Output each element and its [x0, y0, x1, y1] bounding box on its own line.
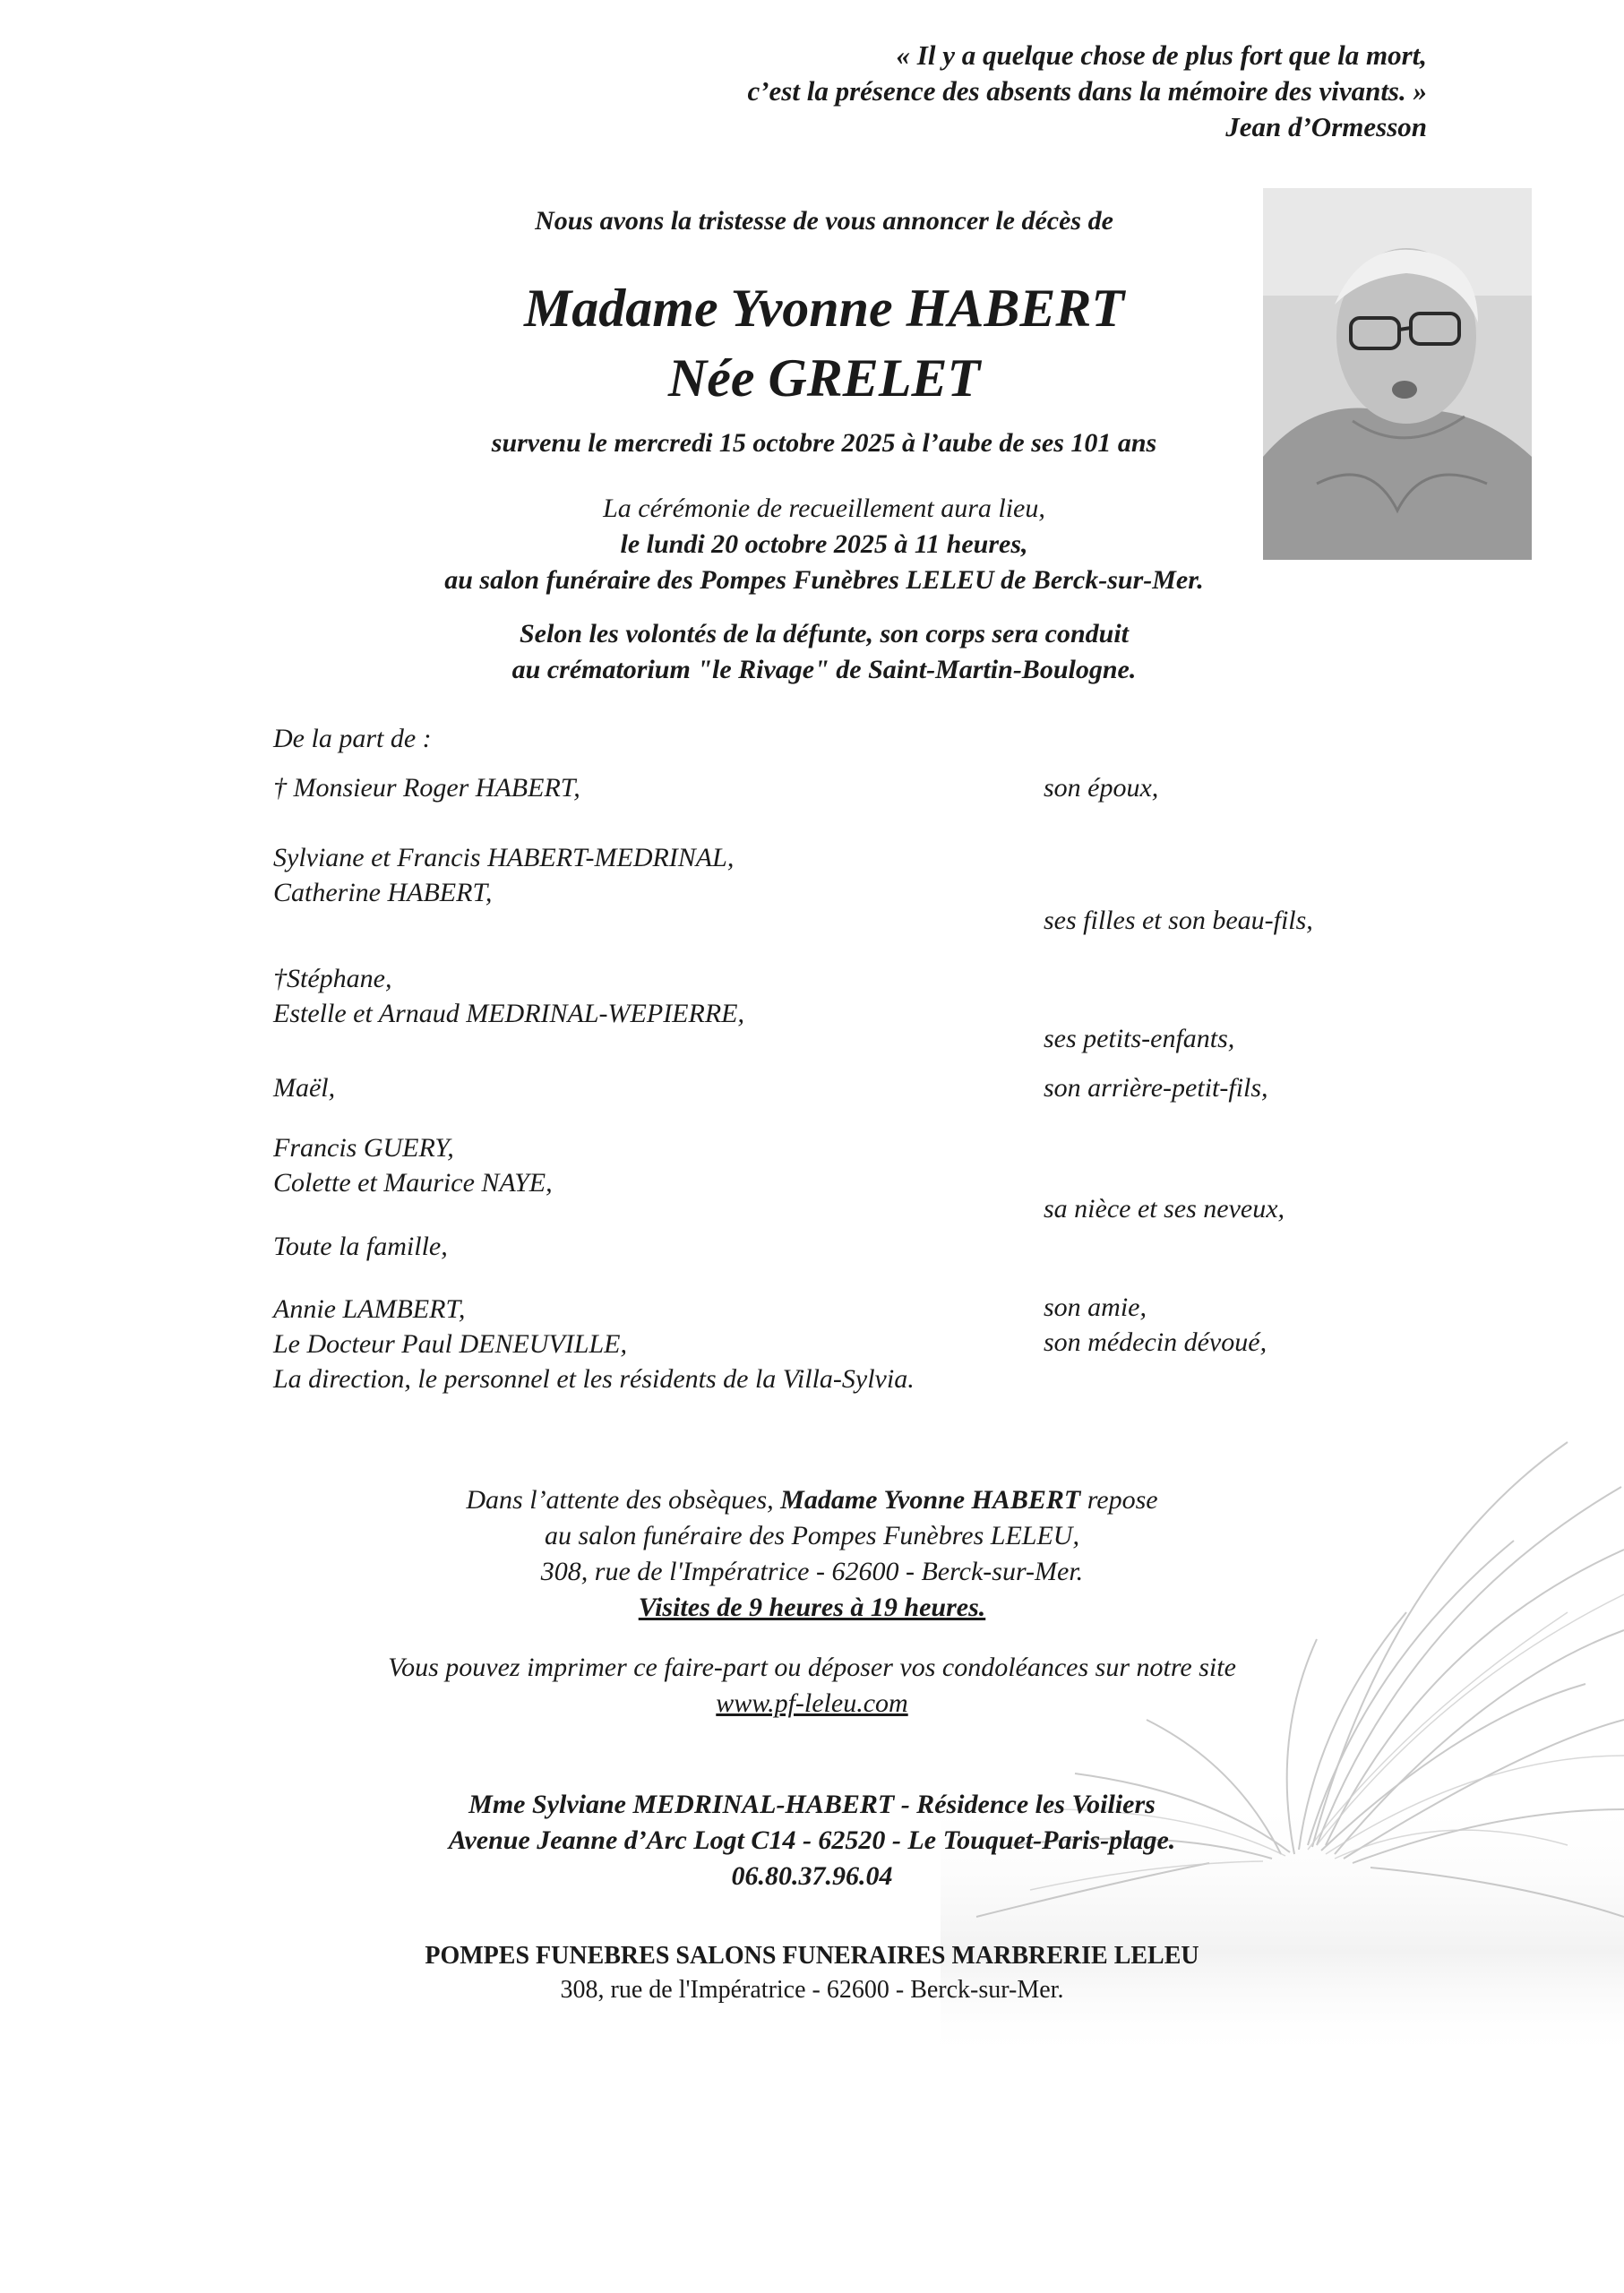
contact-phone: 06.80.37.96.04: [731, 1861, 893, 1891]
family-name: † Monsieur Roger HABERT,: [273, 773, 580, 803]
print-note: Vous pouvez imprimer ce faire-part ou déposer vos condoléances sur notre site: [388, 1653, 1236, 1682]
family-name: Sylviane et Francis HABERT-MEDRINAL,: [273, 843, 735, 872]
relation-text: son amie,: [1044, 1292, 1147, 1322]
relation-text: son arrière-petit-fils,: [1044, 1073, 1268, 1103]
repose-line: [269, 1482, 1355, 1518]
family-relation: [1044, 1070, 1268, 1105]
repose-block: [269, 1482, 1355, 1626]
quote-block: [747, 38, 1427, 145]
relation-text: ses filles et son beau-fils,: [1044, 906, 1313, 935]
repose-line: au salon funéraire des Pompes Funèbres LELEU,: [545, 1521, 1079, 1550]
family-names: [273, 1292, 915, 1396]
family-name: Estelle et Arnaud MEDRINAL-WEPIERRE,: [273, 999, 744, 1028]
family-names: [273, 1130, 553, 1200]
family-names: [273, 1070, 335, 1105]
death-info: survenu le mercredi 15 octobre 2025 à l’aube de ses 101 ans: [491, 428, 1157, 458]
contact-block: [269, 1787, 1355, 1894]
family-name: †Stéphane,: [273, 964, 392, 993]
family-relation: [1044, 1290, 1267, 1360]
family-relation: [1044, 1021, 1234, 1056]
company-address: 308, rue de l'Impératrice - 62600 - Berck-sur-Mer.: [560, 1976, 1064, 2004]
deceased-name-block: [358, 273, 1290, 413]
quote-line: « Il y a quelque chose de plus fort que la mort,: [896, 39, 1427, 71]
contact-line: Mme Sylviane MEDRINAL-HABERT - Résidence les Voiliers: [468, 1790, 1156, 1819]
family-relation: [1044, 1191, 1285, 1226]
family-relation: [1044, 770, 1158, 805]
deceased-name: Madame Yvonne HABERT: [523, 279, 1125, 338]
family-relation: [1044, 903, 1313, 938]
family-name: Catherine HABERT,: [273, 878, 493, 907]
family-name: La direction, le personnel et les résidents de la Villa-Sylvia.: [273, 1364, 915, 1394]
family-names: [273, 770, 580, 805]
deceased-birth-name: Née GRELET: [667, 348, 981, 408]
relation-text: ses petits-enfants,: [1044, 1024, 1235, 1053]
visiting-hours: Visites de 9 heures à 19 heures.: [638, 1593, 986, 1622]
company-block: [269, 1939, 1355, 2007]
ceremony-line: au salon funéraire des Pompes Funèbres LELEU de Berck-sur-Mer.: [444, 565, 1204, 595]
repose-name: Madame Yvonne HABERT: [780, 1485, 1081, 1515]
ceremony-line: le lundi 20 octobre 2025 à 11 heures,: [620, 529, 1028, 559]
family-names: [273, 961, 744, 1031]
portrait-illustration: [1263, 188, 1532, 560]
repose-prefix: Dans l’attente des obsèques,: [466, 1485, 781, 1515]
family-name: Le Docteur Paul DENEUVILLE,: [273, 1329, 627, 1359]
family-name: Colette et Maurice NAYE,: [273, 1168, 553, 1198]
repose-suffix: repose: [1080, 1485, 1158, 1515]
contact-line: Avenue Jeanne d’Arc Logt C14 - 62520 - Le Touquet-Paris-plage.: [448, 1825, 1176, 1855]
from-label: De la part de :: [273, 724, 432, 753]
ceremony-block: [358, 491, 1290, 598]
website-link[interactable]: www.pf-leleu.com: [716, 1688, 908, 1718]
wishes-line: au crématorium "le Rivage" de Saint-Martin-Boulogne.: [511, 655, 1137, 684]
family-name: Toute la famille,: [273, 1232, 448, 1261]
family-name: Maël,: [273, 1073, 336, 1103]
quote-line: c’est la présence des absents dans la mémoire des vivants. »: [747, 75, 1427, 107]
company-name: POMPES FUNEBRES SALONS FUNERAIRES MARBRERIE LELEU: [425, 1942, 1199, 1970]
repose-address: 308, rue de l'Impératrice - 62600 - Berck-sur-Mer.: [540, 1557, 1084, 1586]
family-names: [273, 1229, 448, 1264]
wishes-block: [358, 616, 1290, 688]
family-names: [273, 840, 734, 910]
family-name: Annie LAMBERT,: [273, 1294, 466, 1324]
family-name: Francis GUERY,: [273, 1133, 454, 1163]
portrait-photo: [1263, 188, 1532, 560]
announcement: Nous avons la tristesse de vous annoncer le décès de: [535, 206, 1113, 236]
relation-text: son médecin dévoué,: [1044, 1327, 1267, 1357]
relation-text: son époux,: [1044, 773, 1159, 803]
wishes-line: Selon les volontés de la défunte, son corps sera conduit: [519, 619, 1130, 648]
relation-text: sa nièce et ses neveux,: [1044, 1194, 1285, 1224]
ceremony-line: La cérémonie de recueillement aura lieu,: [603, 494, 1045, 523]
quote-author: Jean d’Ormesson: [1225, 111, 1427, 142]
print-note-block: [269, 1650, 1355, 1722]
